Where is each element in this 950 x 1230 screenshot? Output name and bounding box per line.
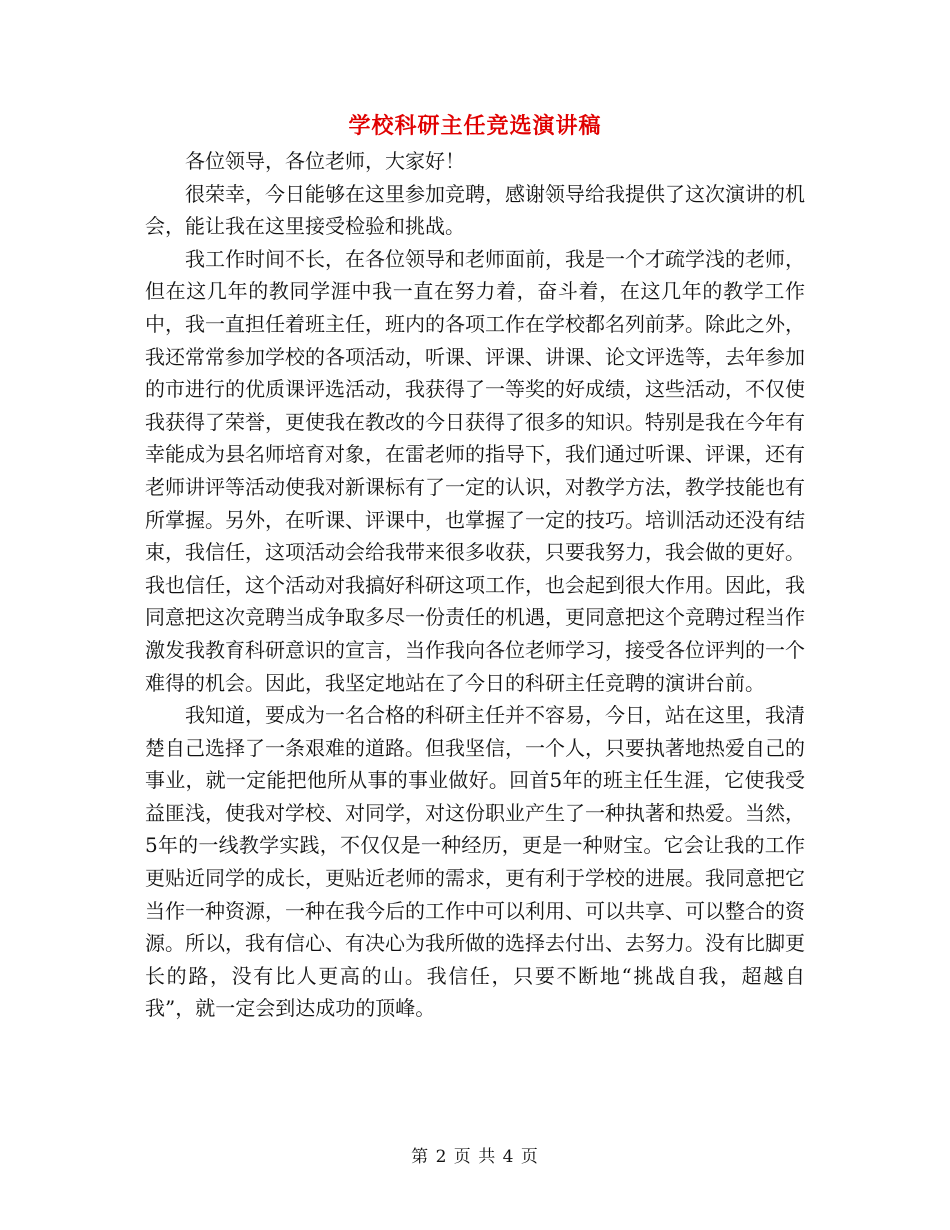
paragraph-experience: 我工作时间不长，在各位领导和老师面前，我是一个才疏学浅的老师，但在这几年的教同学涯中我一直在努力着，奋斗着，在这几年的教学工作中，我一直担任着班主任，班内的各项工作在学校都名列前茅。除此之外，我还常常参加学校的各项活动，听课、评课、讲课、论文评选等，去年参加的市进行的优质课评选活动，我获得了一等奖的好成绩，这些活动，不仅使我获得了荣誉，更使我在教改的今日获得了很多的知识。特别是我在今年有幸能成为县名师培育对象，在雷老师的指导下，我们通过听课、评课，还有老师讲评等活动使我对新课标有了一定的认识，对教学方法，教学技能也有所掌握。另外，在听课、评课中，也掌握了一定的技巧。培训活动还没有结束，我信任，这项活动会给我带来很多收获，只要我努力，我会做的更好。我也信任，这个活动对我搞好科研这项工作，也会起到很大作用。因此，我同意把这次竞聘当成争取多尽一份责任的机遇，更同意把这个竞聘过程当作激发我教育科研意识的宣言，当作我向各位老师学习，接受各位评判的一个难得的机会。因此，我坚定地站在了今日的科研主任竞聘的演讲台前。 — [145, 246, 805, 695]
paragraph-greeting: 各位领导，各位老师，大家好！ — [185, 149, 465, 173]
paragraph-opening: 很荣幸，今日能够在这里参加竞聘，感谢领导给我提供了这次演讲的机会，能让我在这里接受检验和挑战。 — [145, 181, 805, 239]
paragraph-resolve: 我知道，要成为一名合格的科研主任并不容易，今日，站在这里，我清楚自己选择了一条艰难的道路。但我坚信，一个人，只要执著地热爱自己的事业，就一定能把他所从事的事业做好。回首5年的班主任生涯，它使我受益匪浅，使我对学校、对同学，对这份职业产生了一种执著和热爱。当然，5年的一线教学实践，不仅仅是一种经历，更是一种财宝。它会让我的工作更贴近同学的成长，更贴近老师的需求，更有利于学校的进展。我同意把它当作一种资源，一种在我今后的工作中可以利用、可以共享、可以整合的资源。所以，我有信心、有决心为我所做的选择去付出、去努力。没有比脚更长的路，没有比人更高的山。我信任，只要不断地“挑战自我，超越自我”，就一定会到达成功的顶峰。 — [145, 703, 805, 1021]
document-title: 学校科研主任竞选演讲稿 — [348, 113, 602, 139]
page-number-footer: 第 2 页 共 4 页 — [411, 1147, 539, 1167]
document-body — [145, 145, 805, 1025]
